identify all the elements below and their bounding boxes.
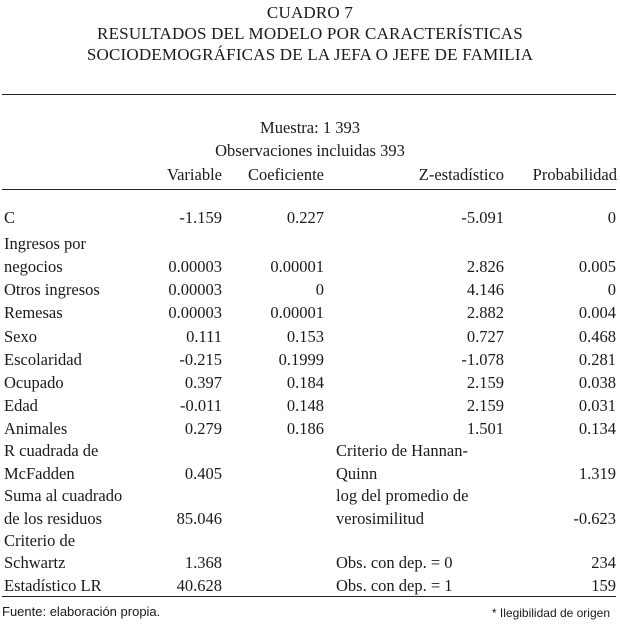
row-label: Sexo [4, 327, 37, 346]
cell-variable: 0.397 [184, 373, 222, 392]
top-rule [2, 94, 616, 95]
cell-coeficiente: 0.00001 [270, 257, 324, 276]
stat-right-value: 159 [591, 576, 616, 595]
cell-coeficiente: 0.00001 [270, 303, 324, 322]
stat-left-label: Schwartz [4, 553, 66, 572]
row-label: Edad [4, 396, 38, 415]
stat-left-label: McFadden [4, 464, 75, 483]
cell-probabilidad: 0.468 [578, 327, 616, 346]
cell-variable: -0.215 [179, 350, 222, 369]
row-label: Ingresos por [4, 234, 87, 253]
sample-size: Muestra: 1 393 [260, 118, 360, 137]
cell-probabilidad: 0 [607, 280, 616, 299]
cell-probabilidad: 0.031 [578, 396, 616, 415]
cell-z-estadistico: -5.091 [461, 208, 504, 227]
header-variable: Variable [167, 165, 222, 184]
row-label: Otros ingresos [4, 280, 100, 299]
cell-probabilidad: 0.038 [578, 373, 616, 392]
stat-left-value: 40.628 [176, 576, 222, 595]
stat-right-label: Criterio de Hannan- [336, 441, 468, 460]
stat-left-label: Estadístico LR [4, 576, 102, 595]
cell-probabilidad: 0.134 [578, 419, 616, 438]
stat-left-value: 1.368 [184, 553, 222, 572]
row-label: Remesas [4, 303, 63, 322]
header-probabilidad: Probabilidad [532, 165, 617, 184]
stat-right-value: -0.623 [573, 509, 616, 528]
cell-z-estadistico: 0.727 [466, 327, 504, 346]
header-rule [2, 189, 616, 190]
cell-z-estadistico: 2.159 [466, 396, 504, 415]
stat-left-label: R cuadrada de [4, 441, 99, 460]
cell-z-estadistico: 2.882 [466, 303, 504, 322]
stat-right-label: verosimilitud [336, 509, 424, 528]
cell-coeficiente: 0.227 [286, 208, 324, 227]
bottom-rule [2, 596, 616, 597]
header-coeficiente: Coeficiente [247, 165, 324, 184]
cell-z-estadistico: 2.826 [466, 257, 504, 276]
stat-right-label: Obs. con dep. = 1 [336, 576, 453, 595]
row-label: negocios [4, 257, 63, 276]
cell-variable: 0.00003 [168, 303, 222, 322]
stat-left-label: Suma al cuadrado [4, 486, 123, 505]
cell-coeficiente: 0.1999 [278, 350, 324, 369]
header-z-estadistico: Z-estadístico [418, 165, 504, 184]
stat-right-label: Obs. con dep. = 0 [336, 553, 453, 572]
cell-z-estadistico: 4.146 [466, 280, 504, 299]
cell-variable: -1.159 [179, 208, 222, 227]
cell-coeficiente: 0.153 [286, 327, 324, 346]
title-line-1: CUADRO 7 [266, 3, 354, 22]
row-label: Animales [4, 419, 68, 438]
cell-variable: 0.00003 [168, 257, 222, 276]
cell-variable: -0.011 [179, 396, 222, 415]
observations-included: Observaciones incluidas 393 [215, 141, 405, 160]
table-title [0, 2, 620, 65]
cell-coeficiente: 0.148 [286, 396, 324, 415]
cell-probabilidad: 0 [607, 208, 616, 227]
stat-right-value: 234 [591, 553, 616, 572]
stat-right-value: 1.319 [578, 464, 616, 483]
cell-coeficiente: 0.186 [286, 419, 324, 438]
cell-z-estadistico: 1.501 [466, 419, 504, 438]
illegibility-note: * Ilegibilidad de origen [491, 606, 610, 620]
row-label: Ocupado [4, 373, 64, 392]
cell-coeficiente: 0.184 [286, 373, 324, 392]
cell-z-estadistico: 2.159 [466, 373, 504, 392]
stat-left-value: 85.046 [176, 509, 222, 528]
stat-right-label: Quinn [336, 464, 378, 483]
cell-variable: 0.279 [184, 419, 222, 438]
cell-z-estadistico: -1.078 [461, 350, 504, 369]
cell-probabilidad: 0.005 [578, 257, 616, 276]
row-label: Escolaridad [4, 350, 82, 369]
stat-left-value: 0.405 [184, 464, 222, 483]
cell-probabilidad: 0.281 [578, 350, 616, 369]
stat-right-label: log del promedio de [336, 486, 469, 505]
title-line-3: SOCIODEMOGRÁFICAS DE LA JEFA O JEFE DE FAMILIA [86, 45, 534, 64]
cell-variable: 0.00003 [168, 280, 222, 299]
cell-probabilidad: 0.004 [578, 303, 616, 322]
title-line-2: RESULTADOS DEL MODELO POR CARACTERÍSTICAS [97, 24, 523, 43]
cell-variable: 0.111 [186, 327, 222, 346]
stat-left-label: Criterio de [4, 531, 76, 550]
source-note: Fuente: elaboración propia. [2, 604, 161, 619]
stat-left-label: de los residuos [4, 509, 103, 528]
cell-coeficiente: 0 [315, 280, 324, 299]
row-label: C [4, 208, 16, 227]
